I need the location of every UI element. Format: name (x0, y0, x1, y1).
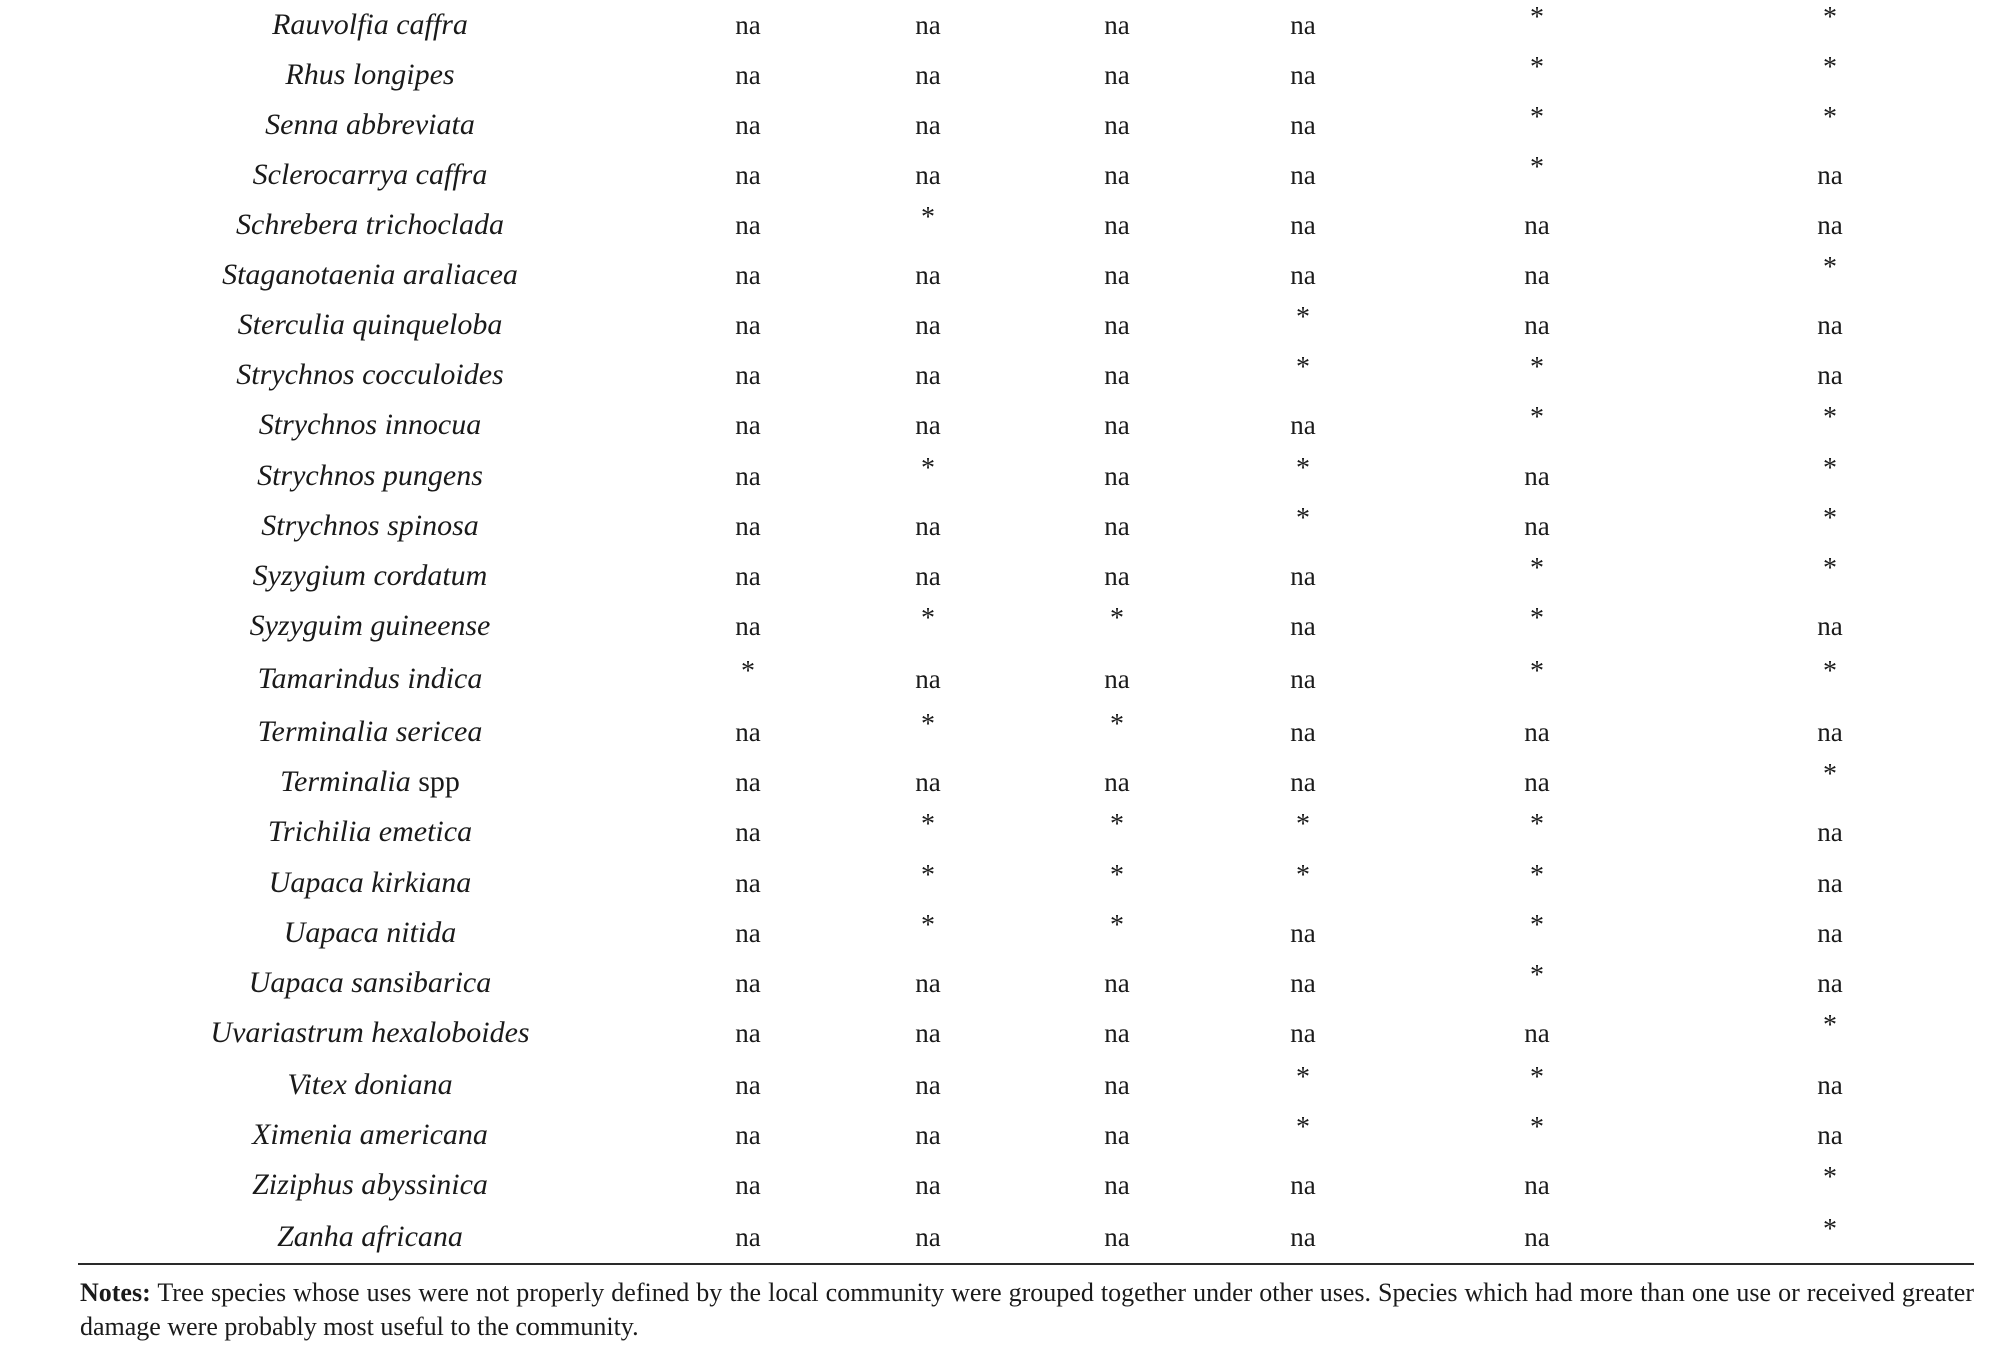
value-cell: na (735, 717, 761, 747)
value-cell: na (915, 160, 941, 190)
value-cell: na (1104, 260, 1130, 290)
value-cell: * (1823, 2, 1837, 33)
table-row (0, 50, 2003, 100)
value-cell: na (1817, 210, 1843, 240)
value-cell: na (735, 1120, 761, 1150)
value-cell: * (1296, 1112, 1310, 1143)
value-cell: na (1524, 1222, 1550, 1252)
species-name-text: Strychnos cocculoides (236, 358, 504, 391)
value-cell: * (1823, 52, 1837, 83)
value-cell: na (735, 210, 761, 240)
species-name-text: Sclerocarrya caffra (252, 158, 488, 191)
value-cell: * (1110, 809, 1124, 840)
species-name-text: Rhus longipes (285, 58, 455, 91)
species-name-text: Staganotaenia araliacea (222, 258, 518, 291)
value-cell: * (1823, 553, 1837, 584)
species-name-text: Terminalia sericea (257, 715, 483, 748)
value-cell: * (1823, 453, 1837, 484)
species-name (170, 0, 570, 50)
value-cell: * (1530, 352, 1544, 383)
value-cell: * (1530, 102, 1544, 133)
value-cell: * (1530, 402, 1544, 433)
value-cell: * (1296, 1062, 1310, 1093)
table-row (0, 451, 2003, 501)
value-cell: na (1524, 461, 1550, 491)
species-name-text: Strychnos innocua (258, 408, 482, 441)
value-cell: na (735, 310, 761, 340)
value-cell: na (1817, 968, 1843, 998)
table-row (0, 200, 2003, 250)
table-row (0, 501, 2003, 551)
value-cell: * (921, 603, 935, 634)
value-cell: * (1530, 2, 1544, 33)
value-cell: * (1823, 1214, 1837, 1245)
species-name (170, 601, 570, 651)
table-row (0, 1160, 2003, 1210)
value-cell: na (735, 817, 761, 847)
value-cell: * (1823, 402, 1837, 433)
value-cell: na (915, 968, 941, 998)
value-cell: na (1290, 1170, 1316, 1200)
value-cell: * (1296, 453, 1310, 484)
table-row (0, 100, 2003, 150)
value-cell: na (1817, 360, 1843, 390)
notes-label: Notes: (80, 1278, 151, 1307)
value-cell: na (1104, 410, 1130, 440)
value-cell: na (915, 1120, 941, 1150)
species-name-text: Zanha africana (277, 1220, 463, 1253)
value-cell: na (1290, 10, 1316, 40)
species-name (170, 908, 570, 958)
table-row (0, 551, 2003, 601)
species-name-text: Uapaca sansibarica (248, 966, 492, 999)
value-cell: * (921, 453, 935, 484)
value-cell: na (1104, 160, 1130, 190)
species-name (170, 1008, 570, 1058)
value-cell: * (1823, 503, 1837, 534)
species-name-text: Rauvolfia caffra (272, 8, 468, 41)
value-cell: na (915, 410, 941, 440)
value-cell: na (735, 110, 761, 140)
species-name-text: Uapaca nitida (283, 916, 457, 949)
table-row (0, 908, 2003, 958)
value-cell: * (1110, 603, 1124, 634)
value-cell: na (1290, 664, 1316, 694)
value-cell: na (1524, 511, 1550, 541)
value-cell: na (735, 160, 761, 190)
value-cell: na (1104, 1170, 1130, 1200)
value-cell: * (1296, 302, 1310, 333)
notes-text: Tree species whose uses were not properly defined by the local community were grouped together under other uses. Species which had more than one use or received greater damage were probably most useful to the community. (80, 1278, 1975, 1341)
value-cell: * (1823, 759, 1837, 790)
species-name (170, 1110, 570, 1160)
value-cell: na (915, 561, 941, 591)
species-name (170, 1060, 570, 1110)
value-cell: na (735, 511, 761, 541)
species-name (170, 1160, 570, 1210)
value-cell: na (915, 664, 941, 694)
table-notes (80, 1276, 1974, 1344)
value-cell: na (915, 767, 941, 797)
value-cell: * (921, 709, 935, 740)
value-cell: na (735, 461, 761, 491)
value-cell: na (1290, 60, 1316, 90)
value-cell: na (915, 10, 941, 40)
value-cell: * (1823, 1010, 1837, 1041)
value-cell: na (735, 10, 761, 40)
value-cell: na (1817, 611, 1843, 641)
value-cell: na (915, 511, 941, 541)
value-cell: na (1290, 968, 1316, 998)
table-row (0, 400, 2003, 450)
value-cell: * (921, 809, 935, 840)
table-row (0, 350, 2003, 400)
value-cell: * (1530, 960, 1544, 991)
species-name (170, 807, 570, 857)
value-cell: * (1530, 860, 1544, 891)
value-cell: na (1817, 1120, 1843, 1150)
species-name-text: Terminalia (280, 765, 411, 798)
value-cell: na (1290, 260, 1316, 290)
value-cell: na (735, 410, 761, 440)
value-cell: na (1104, 1018, 1130, 1048)
species-name (170, 551, 570, 601)
value-cell: na (1104, 561, 1130, 591)
value-cell: * (1530, 152, 1544, 183)
table-row (0, 1060, 2003, 1110)
value-cell: na (1290, 110, 1316, 140)
species-name-text: Senna abbreviata (265, 108, 475, 141)
species-name-text: Tamarindus indica (257, 662, 483, 695)
value-cell: * (1823, 102, 1837, 133)
value-cell: na (1524, 210, 1550, 240)
value-cell: na (1290, 561, 1316, 591)
value-cell: na (1104, 767, 1130, 797)
species-name-text: Schrebera trichoclada (236, 208, 504, 241)
species-name (170, 150, 570, 200)
table-row (0, 300, 2003, 350)
table-row (0, 807, 2003, 857)
value-cell: na (735, 767, 761, 797)
table-row (0, 601, 2003, 651)
table-row (0, 1110, 2003, 1160)
species-name-text: Syzyguim guineense (249, 609, 491, 642)
value-cell: na (1104, 110, 1130, 140)
value-cell: na (915, 260, 941, 290)
species-name (170, 707, 570, 757)
value-cell: na (915, 310, 941, 340)
value-cell: na (1104, 511, 1130, 541)
value-cell: * (921, 860, 935, 891)
value-cell: na (1817, 160, 1843, 190)
value-cell: * (1823, 252, 1837, 283)
table-row (0, 150, 2003, 200)
value-cell: na (1104, 1120, 1130, 1150)
species-name (170, 858, 570, 908)
value-cell: * (741, 656, 755, 687)
value-cell: na (1290, 767, 1316, 797)
species-name-text: Uvariastrum hexaloboides (210, 1016, 530, 1049)
value-cell: na (735, 1222, 761, 1252)
value-cell: * (1530, 1062, 1544, 1093)
value-cell: na (915, 110, 941, 140)
value-cell: na (1290, 410, 1316, 440)
table-row (0, 250, 2003, 300)
value-cell: * (1296, 860, 1310, 891)
species-name (170, 451, 570, 501)
value-cell: na (735, 918, 761, 948)
value-cell: * (1296, 503, 1310, 534)
value-cell: na (1104, 461, 1130, 491)
value-cell: * (1530, 603, 1544, 634)
value-cell: * (1530, 52, 1544, 83)
table-row (0, 1212, 2003, 1262)
value-cell: na (915, 360, 941, 390)
table-row (0, 0, 2003, 50)
value-cell: * (1296, 352, 1310, 383)
value-cell: na (1290, 918, 1316, 948)
value-cell: na (735, 611, 761, 641)
value-cell: na (1817, 717, 1843, 747)
species-name (170, 654, 570, 704)
table-row (0, 757, 2003, 807)
value-cell: * (1823, 1162, 1837, 1193)
value-cell: * (921, 202, 935, 233)
species-name-text: Uapaca kirkiana (268, 866, 472, 899)
table-row (0, 654, 2003, 704)
value-cell: na (1290, 1018, 1316, 1048)
table-row (0, 707, 2003, 757)
table-row (0, 1008, 2003, 1058)
value-cell: na (735, 968, 761, 998)
value-cell: na (735, 1170, 761, 1200)
value-cell: na (1104, 968, 1130, 998)
species-name (170, 757, 570, 807)
value-cell: na (915, 60, 941, 90)
species-name-text: Vitex doniana (287, 1068, 453, 1101)
value-cell: * (1296, 809, 1310, 840)
value-cell: na (1524, 1018, 1550, 1048)
table-row (0, 858, 2003, 908)
value-cell: na (915, 1070, 941, 1100)
value-cell: na (1104, 1070, 1130, 1100)
species-name (170, 1212, 570, 1262)
table-row (0, 958, 2003, 1008)
value-cell: na (1524, 767, 1550, 797)
value-cell: na (735, 1018, 761, 1048)
value-cell: * (1530, 553, 1544, 584)
species-name (170, 250, 570, 300)
species-name (170, 50, 570, 100)
value-cell: na (915, 1018, 941, 1048)
value-cell: na (1104, 10, 1130, 40)
value-cell: * (1823, 656, 1837, 687)
species-name (170, 501, 570, 551)
species-name (170, 200, 570, 250)
value-cell: na (1104, 310, 1130, 340)
value-cell: na (1817, 1070, 1843, 1100)
value-cell: * (1530, 809, 1544, 840)
value-cell: na (1290, 210, 1316, 240)
value-cell: na (1524, 260, 1550, 290)
species-name (170, 400, 570, 450)
value-cell: na (1524, 717, 1550, 747)
value-cell: na (735, 60, 761, 90)
value-cell: na (1817, 918, 1843, 948)
value-cell: na (1104, 664, 1130, 694)
value-cell: na (735, 868, 761, 898)
value-cell: * (1530, 910, 1544, 941)
species-name-text: Ximenia americana (252, 1118, 488, 1151)
value-cell: * (1110, 709, 1124, 740)
value-cell: na (1817, 310, 1843, 340)
species-name-text: Strychnos pungens (257, 459, 483, 492)
value-cell: na (1290, 1222, 1316, 1252)
value-cell: na (1524, 310, 1550, 340)
value-cell: na (1104, 60, 1130, 90)
value-cell: na (735, 561, 761, 591)
value-cell: na (1817, 868, 1843, 898)
species-name (170, 958, 570, 1008)
species-name-text: Strychnos spinosa (261, 509, 479, 542)
value-cell: na (1290, 160, 1316, 190)
value-cell: * (1530, 656, 1544, 687)
species-name-text: Sterculia quinqueloba (237, 308, 503, 341)
table-bottom-rule (78, 1263, 1974, 1265)
species-name-text: Ziziphus abyssinica (252, 1168, 488, 1201)
value-cell: na (915, 1222, 941, 1252)
value-cell: na (915, 1170, 941, 1200)
value-cell: na (1817, 817, 1843, 847)
value-cell: na (1104, 360, 1130, 390)
value-cell: * (1110, 860, 1124, 891)
value-cell: * (1530, 1112, 1544, 1143)
value-cell: na (735, 360, 761, 390)
species-name (170, 350, 570, 400)
value-cell: na (735, 1070, 761, 1100)
species-name (170, 300, 570, 350)
value-cell: na (1104, 210, 1130, 240)
value-cell: na (1524, 1170, 1550, 1200)
value-cell: * (921, 910, 935, 941)
species-name-text: Syzygium cordatum (252, 559, 488, 592)
value-cell: * (1110, 910, 1124, 941)
species-name-text: Trichilia emetica (267, 815, 473, 848)
species-suffix: spp (418, 765, 460, 798)
value-cell: na (735, 260, 761, 290)
value-cell: na (1290, 611, 1316, 641)
value-cell: na (1290, 717, 1316, 747)
species-name (170, 100, 570, 150)
value-cell: na (1104, 1222, 1130, 1252)
